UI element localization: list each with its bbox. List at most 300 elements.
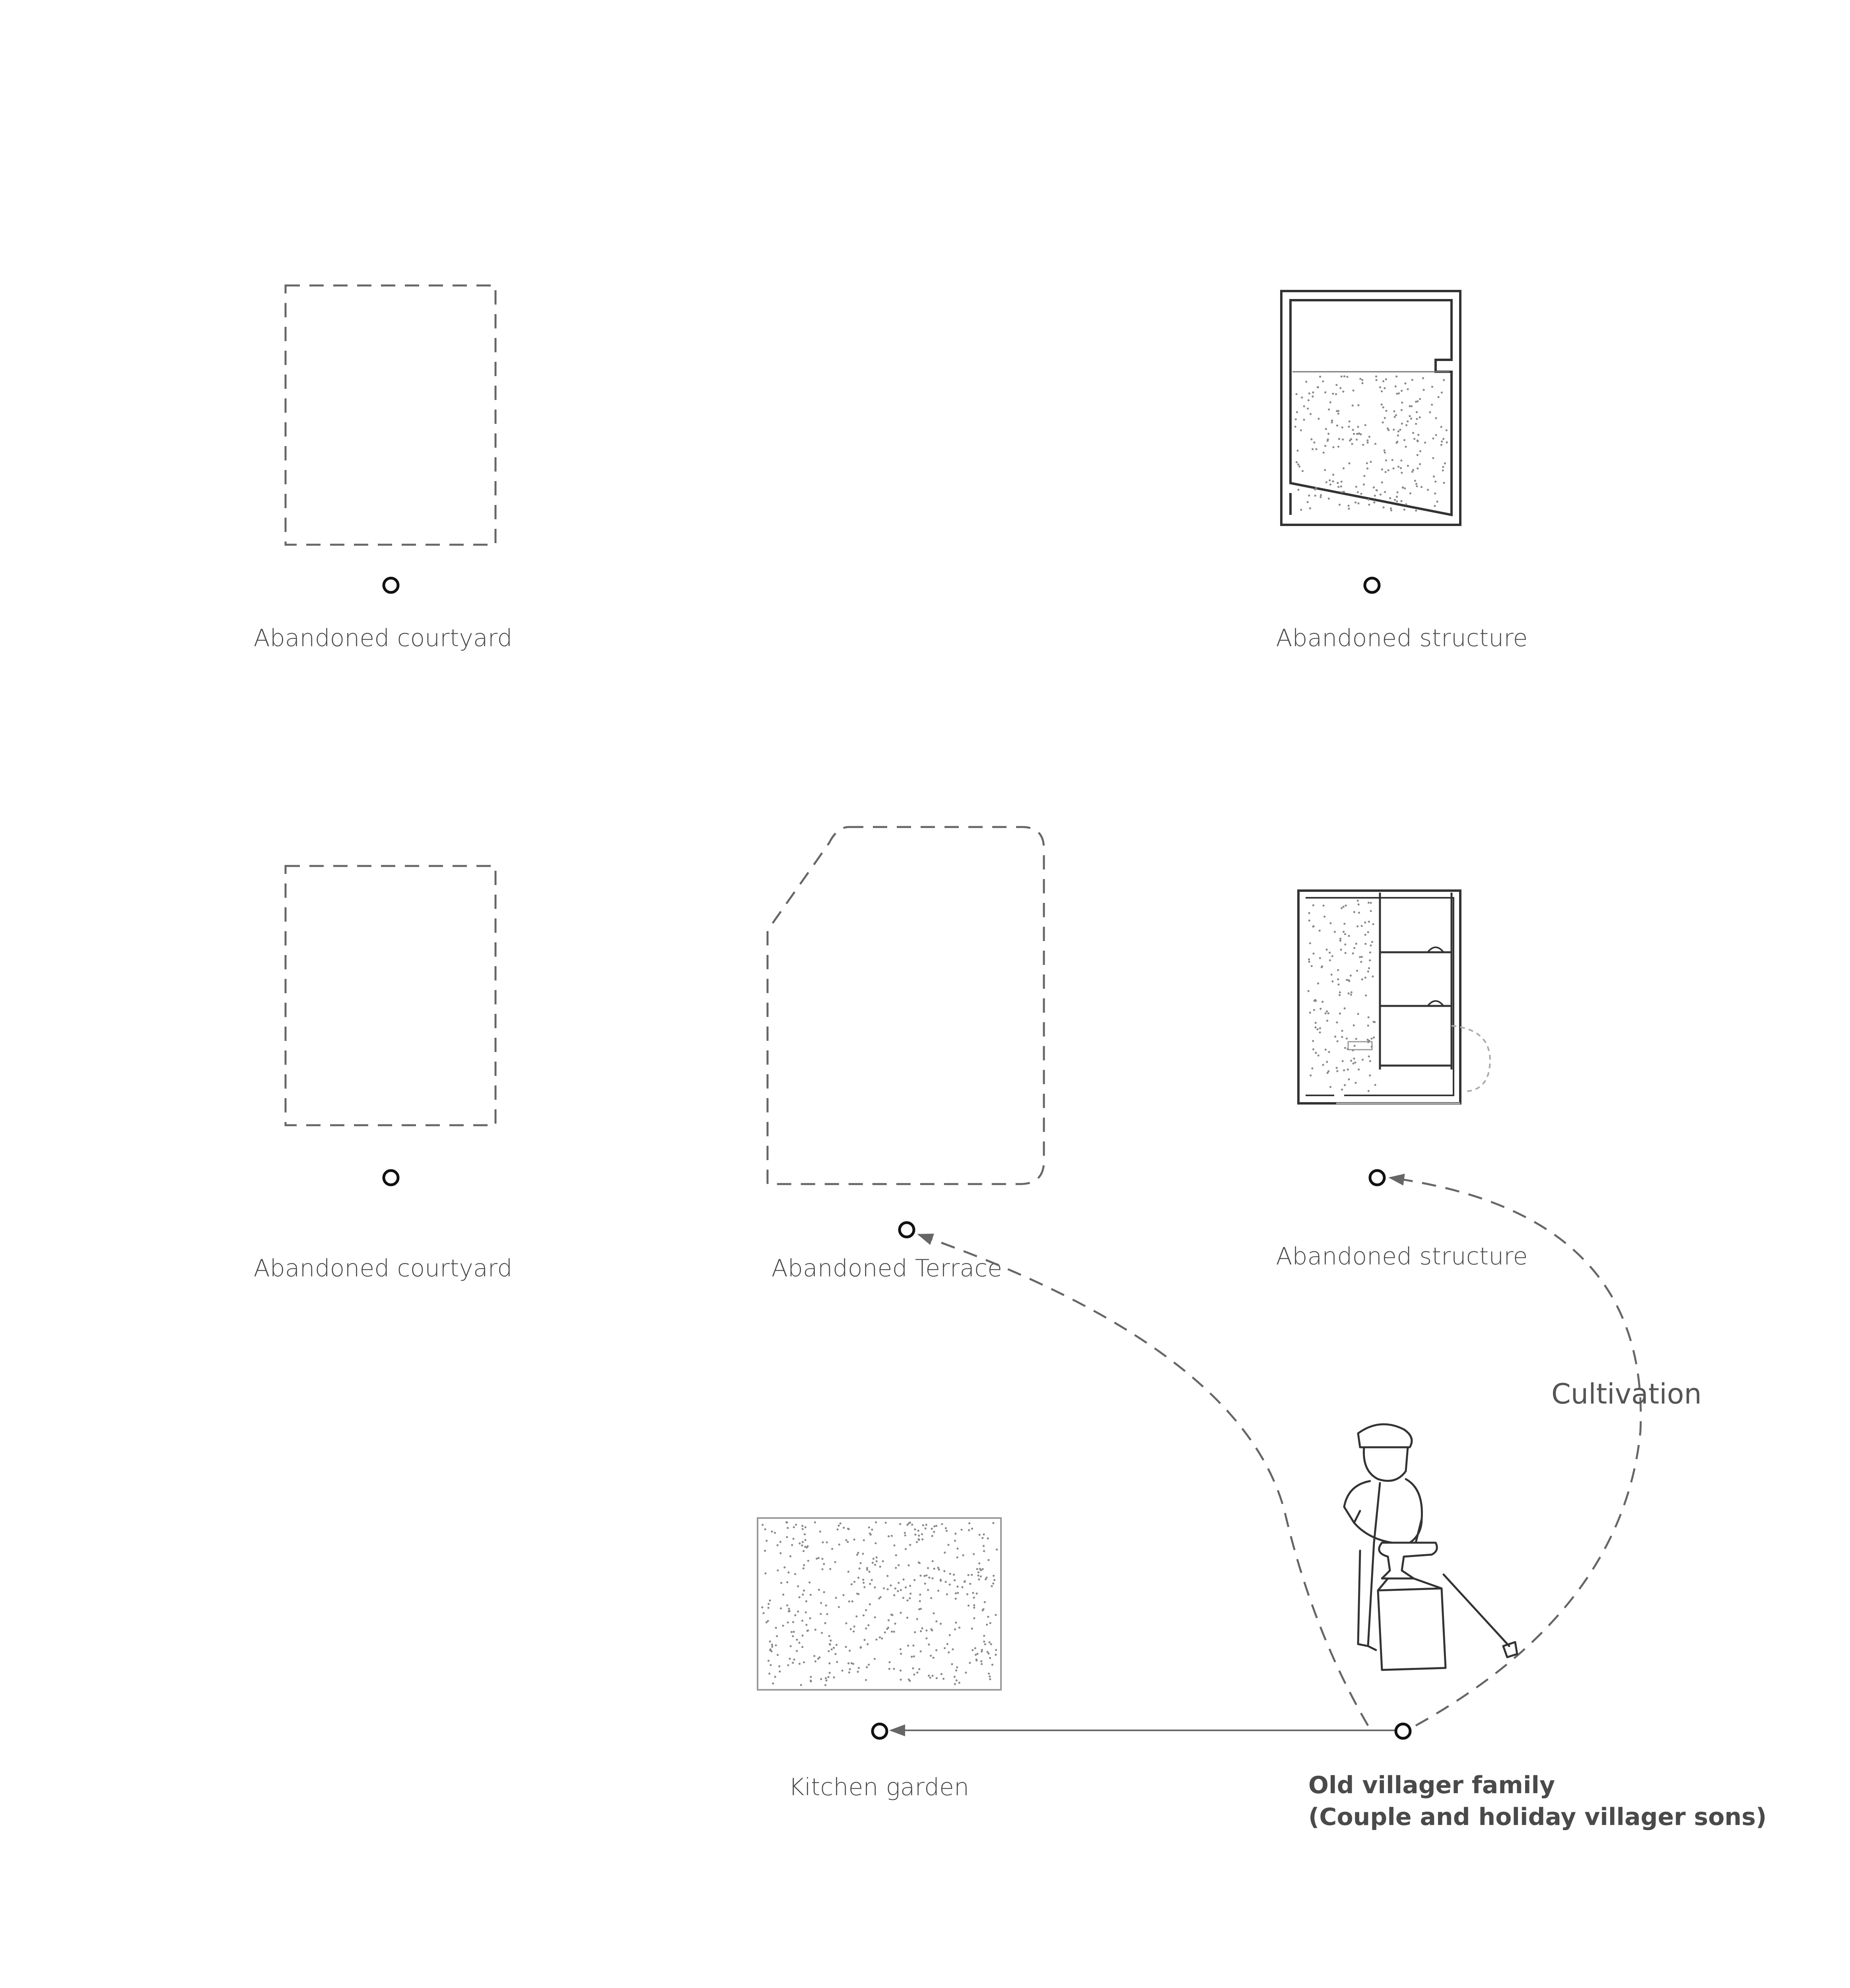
stipple-dot (869, 1603, 871, 1605)
stipple-dot (1321, 1001, 1323, 1003)
stipple-dot (925, 1629, 927, 1631)
stipple-dot (794, 1614, 796, 1616)
stipple-dot (789, 1555, 791, 1557)
stipple-dot (989, 1622, 991, 1624)
stipple-dot (888, 1535, 890, 1537)
stipple-dot (932, 1675, 934, 1677)
courtyard-top-node (384, 578, 398, 592)
stipple-dot (771, 1530, 773, 1532)
stipple-dot (969, 1583, 971, 1585)
stipple-dot (1397, 435, 1399, 437)
stipple-dot (987, 1538, 989, 1540)
stipple-dot (1443, 379, 1445, 381)
stipple-dot (1314, 999, 1316, 1001)
stipple-dot (941, 1523, 943, 1525)
stipple-dot (921, 1538, 923, 1540)
stipple-dot (1369, 1074, 1371, 1076)
stipple-dot (952, 1648, 954, 1650)
stipple-dot (1303, 405, 1305, 407)
stipple-dot (1362, 382, 1364, 384)
stipple-dot (1313, 925, 1315, 927)
stipple-dot (1322, 1064, 1324, 1066)
stipple-dot (973, 1617, 975, 1619)
stipple-dot (1362, 444, 1364, 446)
stipple-dot (798, 1642, 800, 1644)
stipple-dot (944, 1551, 946, 1553)
stipple-dot (981, 1649, 983, 1651)
stipple-dot (1369, 959, 1371, 961)
stipple-dot (973, 1553, 975, 1555)
stipple-dot (1431, 404, 1433, 406)
stipple-dot (981, 1609, 983, 1611)
stipple-dot (1433, 476, 1435, 478)
stipple-dot (825, 1679, 827, 1681)
stipple-dot (1416, 418, 1418, 420)
stipple-dot (995, 1649, 997, 1651)
stipple-dot (973, 1597, 975, 1599)
stipple-dot (1296, 450, 1298, 452)
stipple-dot (931, 1528, 933, 1530)
stipple-dot (829, 1568, 831, 1570)
stipple-dot (1328, 1051, 1330, 1053)
stipple-dot (1322, 381, 1324, 382)
stipple-dot (897, 1590, 899, 1592)
stipple-dot (911, 1524, 913, 1526)
stipple-dot (1361, 978, 1363, 980)
stipple-dot (954, 1579, 956, 1581)
stipple-dot (981, 1663, 983, 1665)
stipple-dot (908, 1564, 909, 1566)
stipple-dot (822, 1541, 824, 1543)
family-node (1396, 1724, 1410, 1738)
stipple-dot (888, 1661, 890, 1663)
stipple-dot (1381, 481, 1383, 483)
stipple-dot (1396, 500, 1398, 502)
stipple-dot (992, 1582, 994, 1584)
stipple-dot (777, 1654, 779, 1656)
stipple-dot (1348, 505, 1350, 507)
stipple-dot (772, 1683, 774, 1685)
stipple-dot (1308, 961, 1310, 963)
stipple-dot (799, 1663, 801, 1665)
stipple-dot (956, 1666, 958, 1668)
stipple-dot (945, 1527, 947, 1529)
stipple-dot (818, 1656, 820, 1658)
stipple-dot (954, 1540, 956, 1542)
stipple-dot (860, 1646, 862, 1648)
stipple-dot (855, 1615, 857, 1617)
stipple-dot (977, 1571, 979, 1573)
stipple-dot (949, 1584, 951, 1586)
stipple-dot (1365, 994, 1367, 996)
stipple-dot (834, 1653, 836, 1655)
stipple-dot (1394, 499, 1396, 501)
stipple-dot (1326, 1020, 1328, 1022)
stipple-dot (1327, 433, 1329, 435)
stipple-dot (914, 1631, 916, 1633)
stipple-dot (791, 1631, 793, 1633)
stipple-dot (836, 1661, 838, 1663)
stipple-dot (836, 1644, 838, 1646)
stipple-dot (1329, 959, 1331, 961)
stipple-dot (906, 1617, 908, 1619)
stipple-dot (888, 1668, 890, 1670)
stipple-dot (1350, 438, 1352, 440)
stipple-dot (829, 1643, 831, 1645)
stipple-dot (935, 1620, 937, 1622)
stipple-dot (771, 1650, 773, 1652)
stipple-dot (823, 1563, 825, 1565)
stipple-dot (968, 1522, 970, 1524)
stipple-dot (925, 1528, 927, 1530)
stipple-dot (1312, 396, 1314, 398)
stipple-dot (779, 1541, 781, 1543)
stipple-dot (890, 1613, 892, 1615)
stipple-dot (858, 1667, 860, 1669)
stipple-dot (1366, 462, 1368, 464)
stipple-dot (1405, 424, 1407, 426)
stipple-dot (1358, 912, 1360, 914)
stipple-dot (874, 1564, 876, 1566)
stipple-dot (1342, 1060, 1344, 1062)
stipple-dot (768, 1660, 770, 1662)
stipple-dot (916, 1541, 918, 1543)
stipple-dot (831, 1648, 833, 1650)
stipple-dot (864, 1639, 866, 1641)
stipple-dot (1385, 459, 1387, 461)
stipple-dot (787, 1571, 789, 1573)
stipple-dot (797, 1585, 799, 1587)
stipple-dot (1349, 420, 1351, 422)
stipple-dot (968, 1605, 970, 1607)
stipple-dot (1357, 900, 1359, 902)
stipple-dot (824, 1622, 826, 1624)
stipple-dot (1357, 502, 1359, 504)
stipple-dot (1315, 448, 1317, 450)
stipple-dot (867, 1643, 869, 1645)
stipple-dot (853, 1625, 855, 1627)
stipple-dot (1348, 980, 1350, 982)
stipple-dot (1432, 437, 1434, 439)
stipple-dot (1417, 468, 1419, 470)
stipple-dot (1319, 930, 1321, 932)
stipple-dot (1334, 1036, 1336, 1038)
stipple-dot (1401, 402, 1403, 404)
stipple-dot (793, 1538, 795, 1540)
stipple-dot (968, 1529, 970, 1531)
stipple-dot (1384, 417, 1386, 419)
stipple-dot (1326, 949, 1328, 951)
stipple-dot (801, 1646, 803, 1648)
stipple-dot (1350, 994, 1352, 996)
stipple-dot (1441, 441, 1443, 443)
stipple-dot (1361, 379, 1363, 381)
stipple-dot (1340, 949, 1342, 951)
stipple-dot (865, 1609, 867, 1611)
stipple-dot (1295, 418, 1297, 420)
stipple-dot (796, 1650, 798, 1652)
stipple-dot (928, 1644, 930, 1646)
stipple-dot (1371, 1038, 1373, 1040)
stipple-dot (794, 1573, 796, 1575)
stipple-dot (976, 1658, 977, 1660)
stipple-dot (954, 1628, 956, 1630)
stipple-dot (808, 1581, 810, 1583)
stipple-dot (1332, 446, 1334, 448)
stipple-dot (1380, 493, 1382, 495)
stipple-dot (995, 1614, 997, 1616)
stipple-dot (983, 1550, 985, 1552)
stipple-dot (838, 1606, 840, 1608)
stipple-dot (1317, 1028, 1319, 1030)
stipple-dot (977, 1653, 979, 1655)
stipple-dot (803, 1590, 805, 1592)
stipple-dot (1344, 944, 1346, 945)
stipple-dot (1382, 507, 1384, 509)
stipple-dot (1364, 922, 1366, 924)
courtyard-mid-label: Abandoned courtyard (253, 1254, 513, 1282)
stipple-dot (796, 1639, 798, 1640)
structure-top-label: Abandoned structure (1276, 624, 1528, 652)
stipple-dot (1370, 461, 1372, 463)
stipple-dot (916, 1618, 918, 1620)
stipple-dot (1331, 419, 1333, 421)
stipple-dot (1327, 440, 1329, 442)
stipple-dot (1368, 504, 1370, 506)
stipple-dot (1327, 1070, 1329, 1072)
stipple-dot (771, 1644, 773, 1646)
stipple-dot (782, 1594, 784, 1596)
stipple-dot (958, 1627, 960, 1629)
stipple-dot (813, 1655, 815, 1657)
stipple-dot (1393, 468, 1395, 470)
stipple-dot (1414, 480, 1416, 482)
stipple-dot (1354, 1045, 1356, 1047)
cultivation-label: Cultivation (1551, 1378, 1702, 1410)
stipple-dot (1352, 429, 1354, 431)
terrace-outline (768, 827, 1044, 1184)
stipple-dot (869, 1583, 871, 1585)
stipple-dot (1343, 931, 1345, 933)
stipple-dot (1345, 905, 1347, 907)
stipple-dot (993, 1579, 995, 1581)
stipple-dot (802, 1541, 804, 1543)
stipple-dot (1396, 393, 1398, 395)
stipple-dot (1325, 428, 1327, 430)
stipple-dot (1300, 429, 1302, 431)
stipple-dot (804, 1533, 806, 1535)
stipple-dot (845, 1539, 847, 1541)
stipple-dot (913, 1579, 915, 1581)
stipple-dot (1417, 440, 1419, 442)
stipple-dot (1296, 393, 1298, 395)
stipple-dot (928, 1675, 930, 1677)
stipple-dot (1355, 1038, 1357, 1040)
stipple-dot (1385, 410, 1387, 412)
stipple-dot (1388, 469, 1389, 471)
stipple-dot (871, 1579, 873, 1581)
villager-icon (1344, 1424, 1517, 1670)
stipple-dot (1296, 461, 1298, 463)
stipple-dot (1314, 495, 1316, 497)
stipple-dot (916, 1672, 918, 1673)
stipple-dot (780, 1582, 782, 1584)
stipple-dot (1310, 1074, 1312, 1076)
stipple-dot (1384, 387, 1386, 389)
stipple-dot (907, 1644, 909, 1646)
stipple-dot (1353, 1024, 1355, 1026)
stipple-dot (1344, 1084, 1346, 1086)
stipple-dot (1446, 429, 1448, 431)
stipple-dot (1441, 392, 1443, 394)
stipple-dot (863, 1586, 865, 1588)
stipple-dot (1371, 1046, 1373, 1048)
stipple-dot (1359, 378, 1361, 380)
stipple-dot (884, 1631, 886, 1633)
stipple-dot (774, 1532, 776, 1534)
stipple-dot (1434, 481, 1436, 483)
stipple-dot (780, 1607, 782, 1609)
stipple-dot (777, 1569, 779, 1571)
stipple-dot (984, 1601, 986, 1603)
stipple-dot (849, 1650, 851, 1652)
stipple-dot (1337, 978, 1339, 980)
stipple-dot (1298, 466, 1300, 468)
stipple-dot (1307, 408, 1309, 410)
stipple-dot (1319, 1027, 1321, 1029)
stipple-dot (1309, 1011, 1311, 1013)
stipple-dot (1384, 452, 1386, 454)
stipple-dot (802, 1635, 804, 1637)
stipple-dot (1405, 503, 1407, 505)
stipple-dot (1364, 424, 1366, 426)
stipple-dot (1395, 375, 1397, 377)
stipple-dot (828, 1650, 830, 1652)
courtyard-mid-outline (286, 866, 496, 1125)
stipple-dot (946, 1593, 948, 1595)
stipple-dot (1397, 466, 1399, 468)
stipple-dot (810, 1594, 812, 1596)
stipple-dot (771, 1646, 773, 1648)
stipple-dot (1354, 1062, 1356, 1064)
stipple-dot (943, 1570, 945, 1572)
stipple-dot (956, 1679, 958, 1681)
stipple-dot (882, 1560, 884, 1562)
stipple-dot (1337, 984, 1339, 986)
stipple-dot (1375, 375, 1377, 377)
stipple-dot (940, 1580, 942, 1582)
stipple-dot (1381, 404, 1383, 406)
stipple-dot (805, 1600, 807, 1602)
stipple-dot (1329, 483, 1331, 485)
stipple-dot (909, 1585, 911, 1587)
stipple-dot (1360, 493, 1362, 495)
stipple-dot (1336, 1067, 1338, 1069)
stipple-dot (895, 1554, 897, 1556)
stipple-dot (1373, 501, 1375, 503)
stipple-dot (1341, 481, 1343, 483)
stipple-dot (1331, 974, 1333, 976)
stipple-dot (850, 1628, 852, 1630)
stipple-dot (801, 1620, 803, 1622)
stipple-dot (1319, 957, 1321, 959)
stipple-dot (834, 1561, 836, 1563)
stipple-dot (1353, 911, 1355, 913)
stipple-dot (1366, 439, 1368, 441)
stipple-dot (833, 1676, 835, 1678)
stipple-dot (1368, 1016, 1370, 1018)
stipple-dot (895, 1567, 897, 1569)
stipple-dot (795, 1524, 797, 1526)
stipple-dot (1379, 386, 1381, 388)
stipple-dot (977, 1574, 979, 1576)
stipple-dot (785, 1521, 787, 1523)
stipple-dot (863, 1582, 865, 1584)
stipple-dot (1357, 426, 1359, 428)
stipple-dot (853, 1631, 855, 1633)
stipple-dot (1308, 495, 1310, 497)
stipple-dot (787, 1664, 789, 1666)
stipple-dot (876, 1556, 878, 1558)
stipple-dot (981, 1537, 983, 1539)
stipple-dot (775, 1627, 777, 1629)
stipple-dot (1429, 411, 1431, 413)
structure-mid-plan (1298, 891, 1490, 1103)
stipple-dot (1312, 1048, 1314, 1050)
stipple-dot (1404, 382, 1406, 384)
stipple-dot (909, 1593, 911, 1595)
stipple-dot (1397, 491, 1399, 493)
stipple-dot (893, 1668, 895, 1670)
stipple-dot (1341, 1036, 1343, 1038)
stipple-dot (885, 1522, 887, 1524)
stipple-dot (1308, 920, 1310, 922)
stipple-dot (818, 1557, 820, 1559)
stipple-dot (1338, 438, 1340, 440)
stipple-dot (1368, 1055, 1370, 1057)
kitchen-garden-node (873, 1724, 887, 1738)
stipple-dot (859, 1562, 861, 1564)
stipple-dot (973, 1604, 975, 1606)
stipple-dot (852, 1663, 854, 1665)
stipple-dot (1372, 923, 1374, 925)
stipple-dot (868, 1526, 870, 1528)
stipple-dot (921, 1627, 923, 1629)
stipple-dot (829, 1672, 831, 1674)
stipple-dot (912, 1667, 914, 1669)
stipple-dot (987, 1616, 989, 1618)
stipple-dot (865, 1679, 867, 1681)
stipple-dot (1339, 940, 1341, 942)
stipple-dot (1381, 390, 1383, 392)
stipple-dot (1382, 406, 1384, 408)
stipple-dot (818, 1589, 820, 1591)
stipple-dot (1368, 1090, 1370, 1092)
stipple-dot (1310, 413, 1312, 415)
stipple-dot (1325, 1048, 1327, 1050)
stipple-dot (828, 1635, 830, 1637)
stipple-dot (1373, 1037, 1375, 1039)
stipple-dot (868, 1664, 870, 1666)
stipple-dot (1358, 1068, 1360, 1070)
stipple-dot (1423, 389, 1425, 391)
kitchen-garden-plot (758, 1518, 1001, 1690)
stipple-dot (1438, 396, 1440, 398)
stipple-dot (776, 1635, 778, 1637)
stipple-dot (905, 1586, 907, 1588)
stipple-dot (863, 1614, 865, 1616)
stipple-dot (1329, 922, 1331, 924)
